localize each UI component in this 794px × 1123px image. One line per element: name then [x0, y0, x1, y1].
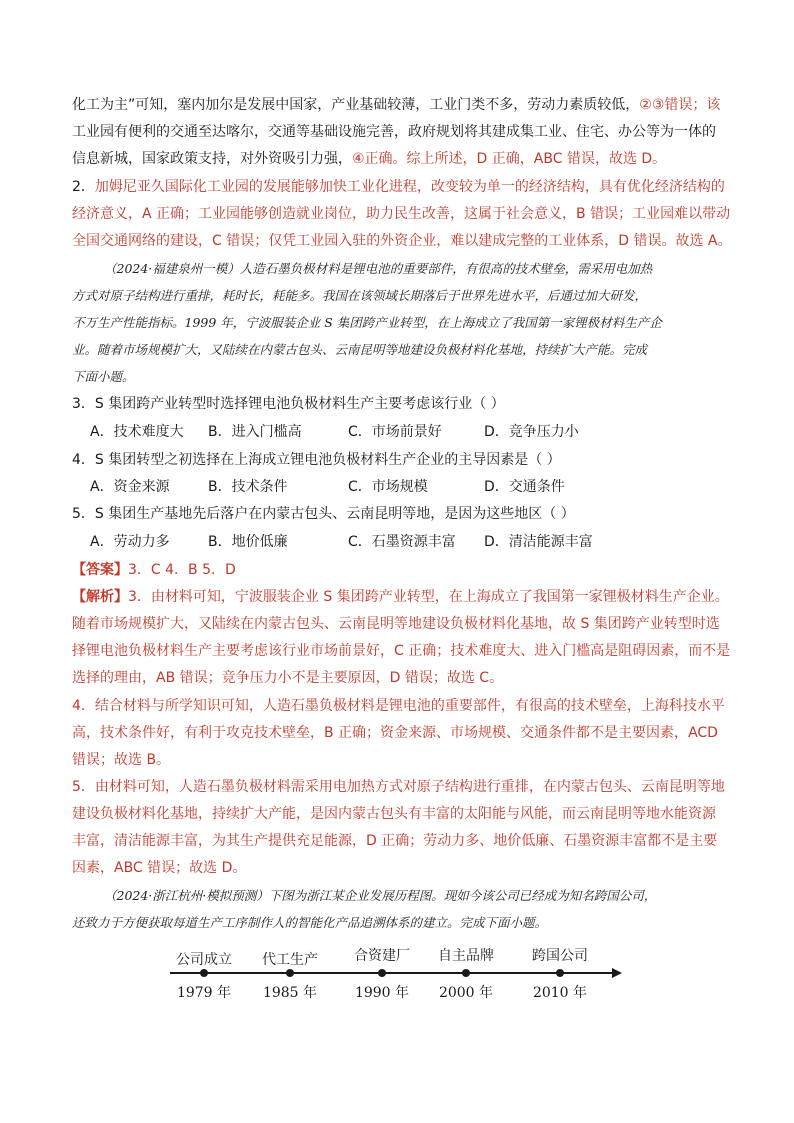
highlight: ④: [352, 151, 365, 167]
timeline-year: 1979 年: [176, 985, 232, 1001]
p2-line-3: 全国交通网络的建设，C 错误；仅凭工业园入驻的外资企业，难以建成完整的工业体系，D 错误。故选 A。: [72, 233, 732, 249]
analysis5-line-4: 因素，ABC 错误；故选 D。: [72, 860, 247, 876]
material1-line-3: 不万生产性能指标。1999 年，宁波服装企业 S 集团跨产业转型，在上海成立了我国第一家锂极材料生产企: [72, 315, 662, 330]
timeline-dot: [462, 969, 470, 977]
analysis5-line-2: 建设负极材料化基地，持续扩大产能，是因内蒙古包头有丰富的太阳能与风能，而云南昆明等地水能资源: [72, 806, 716, 822]
analysis-label: 【解析】: [72, 589, 128, 605]
material1-line-1: （2024·福建泉州一模）人造石墨负极材料是锂电池的重要部件，有很高的技术壁垒，需采用电加热: [104, 261, 653, 276]
answer-label: 【答案】: [72, 562, 128, 578]
timeline-year: 1985 年: [262, 985, 318, 1001]
q4-option-b: B．技术条件: [208, 479, 288, 495]
timeline-diagram: [160, 942, 630, 1008]
analysis5-line-3: 丰富，清洁能源丰富，为其生产提供充足能源，D 正确；劳动力多、地价低廉、石墨资源丰富都不是主要: [72, 833, 718, 849]
analysis-text: 高，技术条件好，有利于攻克技术壁垒，B 正确；资金来源、市场规模、交通条件都不是主要因素，: [72, 725, 689, 741]
timeline-dot: [378, 969, 386, 977]
q4-option-c: C．市场规模: [348, 479, 428, 495]
timeline-stage-label: 合资建厂: [354, 948, 410, 964]
q3-option-a: A．技术难度大: [90, 424, 184, 440]
timeline-dot: [286, 969, 294, 977]
analysis-text: 3．由材料可知，宁波服装企业 S 集团跨产业转型，在上海成立了我国第一家锂极材料生产企业。: [128, 589, 729, 605]
q4-option-d: D．交通条件: [484, 479, 565, 495]
q3-option-c: C．市场前景好: [348, 424, 442, 440]
analysis-text: ACD: [688, 725, 718, 741]
highlight: 加姆尼亚久国际化工业园的发展能够加快工业化进程，改变较为单一的经济结构，具有优化经济结构的: [94, 179, 725, 195]
p2-line-2: 经济意义，A 正确；工业园能够创造就业岗位，助力民生改善，这属于社会意义，B 错误；工业园难以带动: [72, 206, 731, 222]
material1-line-2: 方式对原子结构进行重排，耗时长，耗能多。我国在该领域长期落后于世界先进水平，后通过加大研发，: [72, 288, 648, 303]
material1-line-4: 业。随着市场规模扩大，又陆续在内蒙古包头、云南昆明等地建设负极材料化基地，持续扩大产能。完成: [72, 342, 648, 357]
timeline-year: 2010 年: [532, 985, 588, 1001]
q5-option-c: C．石墨资源丰富: [348, 534, 456, 550]
question-number: 2．: [72, 179, 95, 195]
highlight: 正确。综上所述，D 正确，ABC 错误，故选 D。: [364, 151, 667, 167]
arrow-head-icon: [612, 968, 622, 978]
q3-option-d: D．竞争压力小: [484, 424, 579, 440]
question-3-stem: 3．S 集团跨产业转型时选择锂电池负极材料生产主要考虑该行业（ ）: [72, 396, 505, 412]
timeline-stage-label: 公司成立: [176, 952, 232, 968]
q5-option-d: D．清洁能源丰富: [484, 534, 593, 550]
analysis3-line-4: 选择的理由，AB 错误；竞争压力小不是主要原因，D 错误；故选 C。: [72, 670, 504, 686]
analysis5-line-1: 5．由材料可知，人造石墨负极材料需采用电加热方式对原子结构进行重排，在内蒙古包头、云南昆明等地: [72, 779, 725, 795]
question-4-stem: 4．S 集团转型之初选择在上海成立锂电池负极材料生产企业的主导因素是（ ）: [72, 452, 561, 468]
p2-line-1: [72, 178, 725, 196]
text: 信息新城，国家政策支持，对外资吸引力强，: [72, 151, 352, 167]
material1-line-5: 下面小题。: [72, 369, 135, 384]
timeline-stage-label: 自主品牌: [438, 948, 494, 964]
highlight: ②③: [639, 97, 665, 113]
material2-line-1: （2024·浙江杭州·模拟预测）下图为浙江某企业发展历程图。现如今该公司已经成为知名跨国公司，: [104, 888, 657, 903]
question-5-stem: 5．S 集团生产基地先后落户在内蒙古包头、云南昆明等地，是因为这些地区（ ）: [72, 506, 575, 522]
p1-line-2: 工业园有便利的交通至达喀尔，交通等基础设施完善，政府规划将其建成集工业、住宅、办公等为一体的: [72, 124, 716, 140]
analysis3-line-3: 择锂电池负极材料生产主要考虑该行业市场前景好，C 正确；技术难度大、进入门槛高是阻碍因素，而不是: [72, 643, 731, 659]
answer-line: [72, 561, 236, 579]
timeline-stage-label: 跨国公司: [532, 948, 588, 964]
highlight: 错误；该: [664, 97, 721, 113]
q3-option-b: B．进入门槛高: [208, 424, 302, 440]
analysis4-line-3: 错误；故选 B。: [72, 752, 171, 768]
p1-line-1: [72, 96, 720, 114]
material2-line-2: 还致力于方便获取每道生产工序制作人的智能化产品追溯体系的建立。完成下面小题。: [72, 915, 548, 930]
timeline-stage-label: 代工生产: [262, 952, 318, 968]
q5-option-a: A．劳动力多: [90, 534, 170, 550]
analysis3-line-2: 随着市场规模扩大，又陆续在内蒙古包头、云南昆明等地建设负极材料化基地，故 S 集团跨产业转型时选: [72, 616, 720, 632]
q5-option-b: B．地价低廉: [208, 534, 288, 550]
analysis4-line-2: [72, 724, 718, 742]
p1-line-3: [72, 150, 666, 168]
q4-option-a: A．资金来源: [90, 479, 170, 495]
timeline-year: 1990 年: [354, 985, 410, 1001]
text: 化工为主”可知，塞内加尔是发展中国家，产业基础较薄，工业门类不多，劳动力素质较低，: [72, 97, 640, 113]
timeline-dot: [200, 969, 208, 977]
answer-text: 3．C 4．B 5．D: [128, 562, 236, 578]
analysis3-line-1: [72, 588, 729, 606]
timeline-dot: [556, 969, 564, 977]
analysis4-line-1: 4．结合材料与所学知识可知，人造石墨负极材料是锂电池的重要部件，有很高的技术壁垒，上海科技水平: [72, 698, 725, 714]
timeline-year: 2000 年: [438, 985, 494, 1001]
